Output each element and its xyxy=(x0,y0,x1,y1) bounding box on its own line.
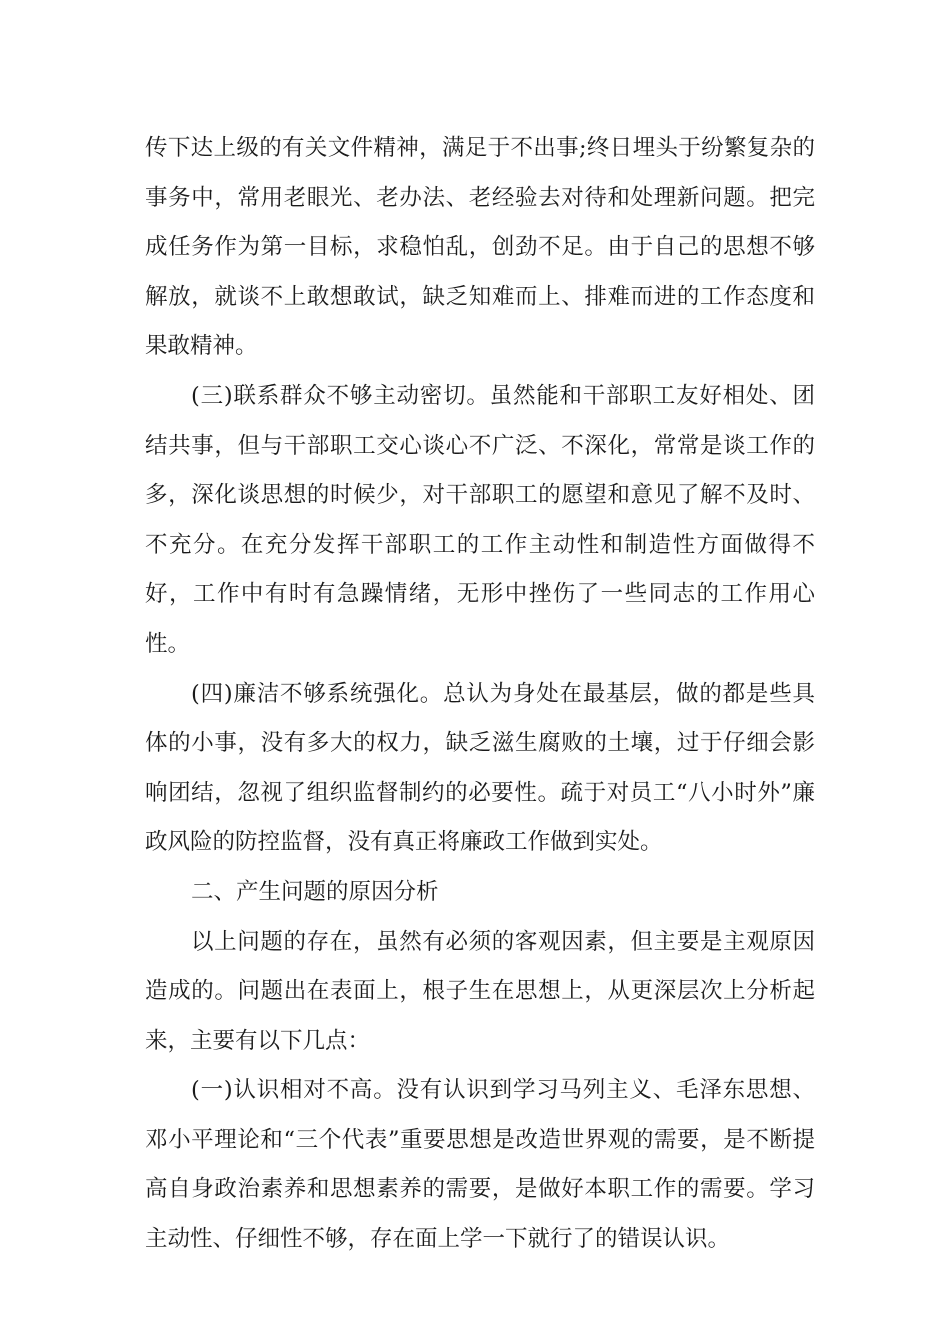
paragraph-cause-1: (一)认识相对不高。没有认识到学习马列主义、毛泽东思想、邓小平理论和“三个代表”重要思想是改造世界观的需要，是不断提高自身政治素养和思想素养的需要，是做好本职工作的需要。学习主动性、仔细性不够，存在面上学一下就行了的错误认识。 xyxy=(145,1077,815,1253)
paragraph-section-4: (四)廉洁不够系统强化。总认为身处在最基层，做的都是些具体的小事，没有多大的权力，缺乏滋生腐败的土壤，过于仔细会影响团结，忽视了组织监督制约的必要性。疏于对员工“八小时外”廉政风险的防控监督，没有真正将廉政工作做到实处。 xyxy=(145,680,815,856)
document-body xyxy=(145,124,815,1265)
section-heading-cause-analysis: 二、产生问题的原因分析 xyxy=(191,878,439,905)
paragraph-cause-intro: 以上问题的存在，虽然有必须的客观因素，但主要是主观原因造成的。问题出在表面上，根子生在思想上，从更深层次上分析起来，主要有以下几点： xyxy=(145,928,815,1054)
paragraph-continuation: 传下达上级的有关文件精神，满足于不出事;终日埋头于纷繁复杂的事务中，常用老眼光、老办法、老经验去对待和处理新问题。把完成任务作为第一目标，求稳怕乱，创劲不足。由于自己的思想不够解放，就谈不上敢想敢试，缺乏知难而上、排难而进的工作态度和果敢精神。 xyxy=(145,135,815,360)
paragraph-section-3: (三)联系群众不够主动密切。虽然能和干部职工友好相处、团结共事，但与干部职工交心谈心不广泛、不深化，常常是谈工作的多，深化谈思想的时候少，对干部职工的愿望和意见了解不及时、不充分。在充分发挥干部职工的工作主动性和制造性方面做得不好，工作中有时有急躁情绪，无形中挫伤了一些同志的工作用心性。 xyxy=(145,382,815,657)
